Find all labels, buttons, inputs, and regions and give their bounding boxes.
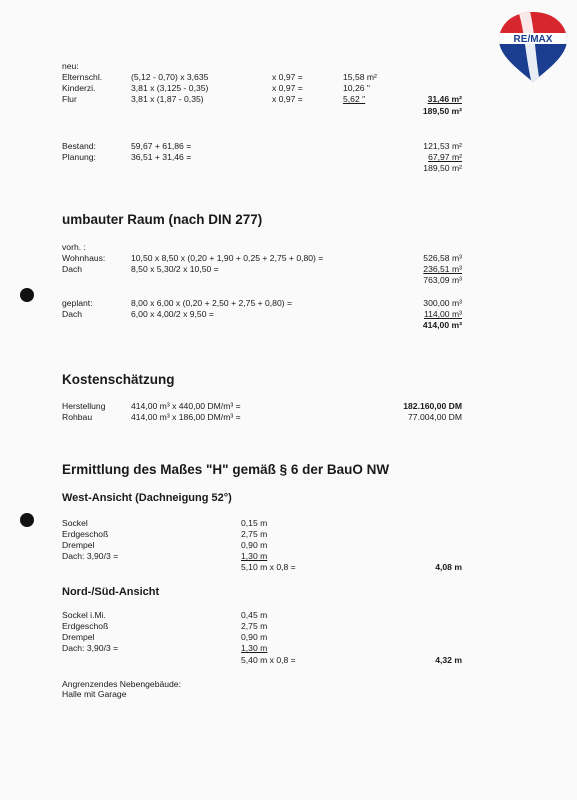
row-formula: 36,51 + 31,46 = bbox=[131, 152, 192, 162]
vorh-label: vorh. : bbox=[62, 242, 86, 252]
row-label: Dach: 3,90/3 = bbox=[62, 551, 119, 561]
row-formula: 59,67 + 61,86 = bbox=[131, 141, 192, 151]
row-formula: 8,00 x 6,00 x (0,20 + 2,50 + 2,75 + 0,80) = bbox=[131, 298, 293, 308]
sum-line: 5,40 m x 0,8 = bbox=[241, 655, 296, 665]
heading-masse-h: Ermittlung des Maßes "H" gemäß § 6 der BauO NW bbox=[62, 462, 390, 477]
row-value: 114,00 m³ bbox=[423, 309, 462, 319]
row-label: Bestand: bbox=[62, 141, 96, 151]
note-line: Halle mit Garage bbox=[62, 689, 127, 699]
row-value: 1,30 m bbox=[241, 551, 268, 561]
row-formula: 3,81 x (3,125 - 0,35) bbox=[131, 83, 209, 93]
section-sum: 189,50 m² bbox=[423, 163, 462, 173]
result-value: 4,32 m bbox=[435, 655, 462, 665]
row-value: 2,75 m bbox=[241, 529, 268, 539]
heading-west-ansicht: West-Ansicht (Dachneigung 52°) bbox=[62, 492, 232, 504]
row-label: Sockel i.Mi. bbox=[62, 610, 106, 620]
heading-umbauter-raum: umbauter Raum (nach DIN 277) bbox=[62, 212, 263, 227]
row-value: 236,51 m³ bbox=[423, 264, 462, 274]
row-factor: x 0,97 = bbox=[272, 83, 303, 93]
row-label: Herstellung bbox=[62, 401, 106, 411]
row-value: 5,62 " bbox=[343, 94, 366, 104]
logo-text: RE/MAX bbox=[513, 34, 553, 45]
punch-hole-top bbox=[20, 288, 34, 302]
row-formula: 8,50 x 5,30/2 x 10,50 = bbox=[131, 264, 219, 274]
row-value: 77.004,00 DM bbox=[408, 412, 462, 422]
row-formula: 6,00 x 4,00/2 x 9,50 = bbox=[131, 309, 214, 319]
row-factor: x 0,97 = bbox=[272, 72, 303, 82]
heading-nord-sued-ansicht: Nord-/Süd-Ansicht bbox=[62, 586, 160, 598]
row-value: 526,58 m³ bbox=[423, 253, 462, 263]
punch-hole-bottom bbox=[20, 513, 34, 527]
result-value: 4,08 m bbox=[435, 562, 462, 572]
row-value: 2,75 m bbox=[241, 621, 268, 631]
row-label: Kinderzi. bbox=[62, 83, 96, 93]
neu-label: neu: bbox=[62, 61, 79, 71]
row-value: 15,58 m² bbox=[343, 72, 377, 82]
row-formula: 10,50 x 8,50 x (0,20 + 1,90 + 0,25 + 2,75 + 0,80) = bbox=[131, 253, 324, 263]
section-sum: 189,50 m² bbox=[422, 106, 462, 116]
row-value: 0,90 m bbox=[241, 540, 268, 550]
row-label: Dach: 3,90/3 = bbox=[62, 643, 119, 653]
sum-line: 5,10 m x 0,8 = bbox=[241, 562, 296, 572]
row-label: Dach bbox=[62, 309, 83, 319]
row-label: Elternschl. bbox=[62, 72, 103, 82]
section-sum: 414,00 m³ bbox=[422, 320, 462, 330]
row-value: 0,90 m bbox=[241, 632, 268, 642]
row-label: Flur bbox=[62, 94, 77, 104]
row-factor: x 0,97 = bbox=[272, 94, 303, 104]
row-total: 31,46 m² bbox=[427, 94, 462, 104]
row-label: Drempel bbox=[62, 540, 95, 550]
note-line: Angrenzendes Nebengebäude: bbox=[62, 679, 181, 689]
row-value: 0,45 m bbox=[241, 610, 268, 620]
row-label: Drempel bbox=[62, 632, 95, 642]
row-value: 182.160,00 DM bbox=[403, 401, 462, 411]
heading-kostenschaetzung: Kostenschätzung bbox=[62, 372, 175, 387]
row-label: Wohnhaus: bbox=[62, 253, 106, 263]
row-label: Sockel bbox=[62, 518, 88, 528]
row-label: Erdgeschoß bbox=[62, 621, 109, 631]
row-formula: 414,00 m³ x 440,00 DM/m³ = bbox=[131, 401, 241, 411]
section-sum: 763,09 m³ bbox=[423, 275, 462, 285]
row-value: 1,30 m bbox=[241, 643, 268, 653]
remax-balloon-logo bbox=[495, 8, 571, 88]
row-label: Dach bbox=[62, 264, 83, 274]
row-value: 10,26 " bbox=[343, 83, 370, 93]
row-formula: (5,12 - 0,70) x 3,635 bbox=[131, 72, 209, 82]
row-value: 121,53 m² bbox=[423, 141, 462, 151]
row-value: 300,00 m³ bbox=[423, 298, 462, 308]
row-formula: 3,81 x (1,87 - 0,35) bbox=[131, 94, 204, 104]
row-label: Rohbau bbox=[62, 412, 93, 422]
row-value: 67,97 m² bbox=[428, 152, 462, 162]
row-label: Erdgeschoß bbox=[62, 529, 109, 539]
row-label: Planung: bbox=[62, 152, 96, 162]
row-formula: 414,00 m³ x 186,00 DM/m³ = bbox=[131, 412, 241, 422]
row-label: geplant: bbox=[62, 298, 93, 308]
row-value: 0,15 m bbox=[241, 518, 268, 528]
